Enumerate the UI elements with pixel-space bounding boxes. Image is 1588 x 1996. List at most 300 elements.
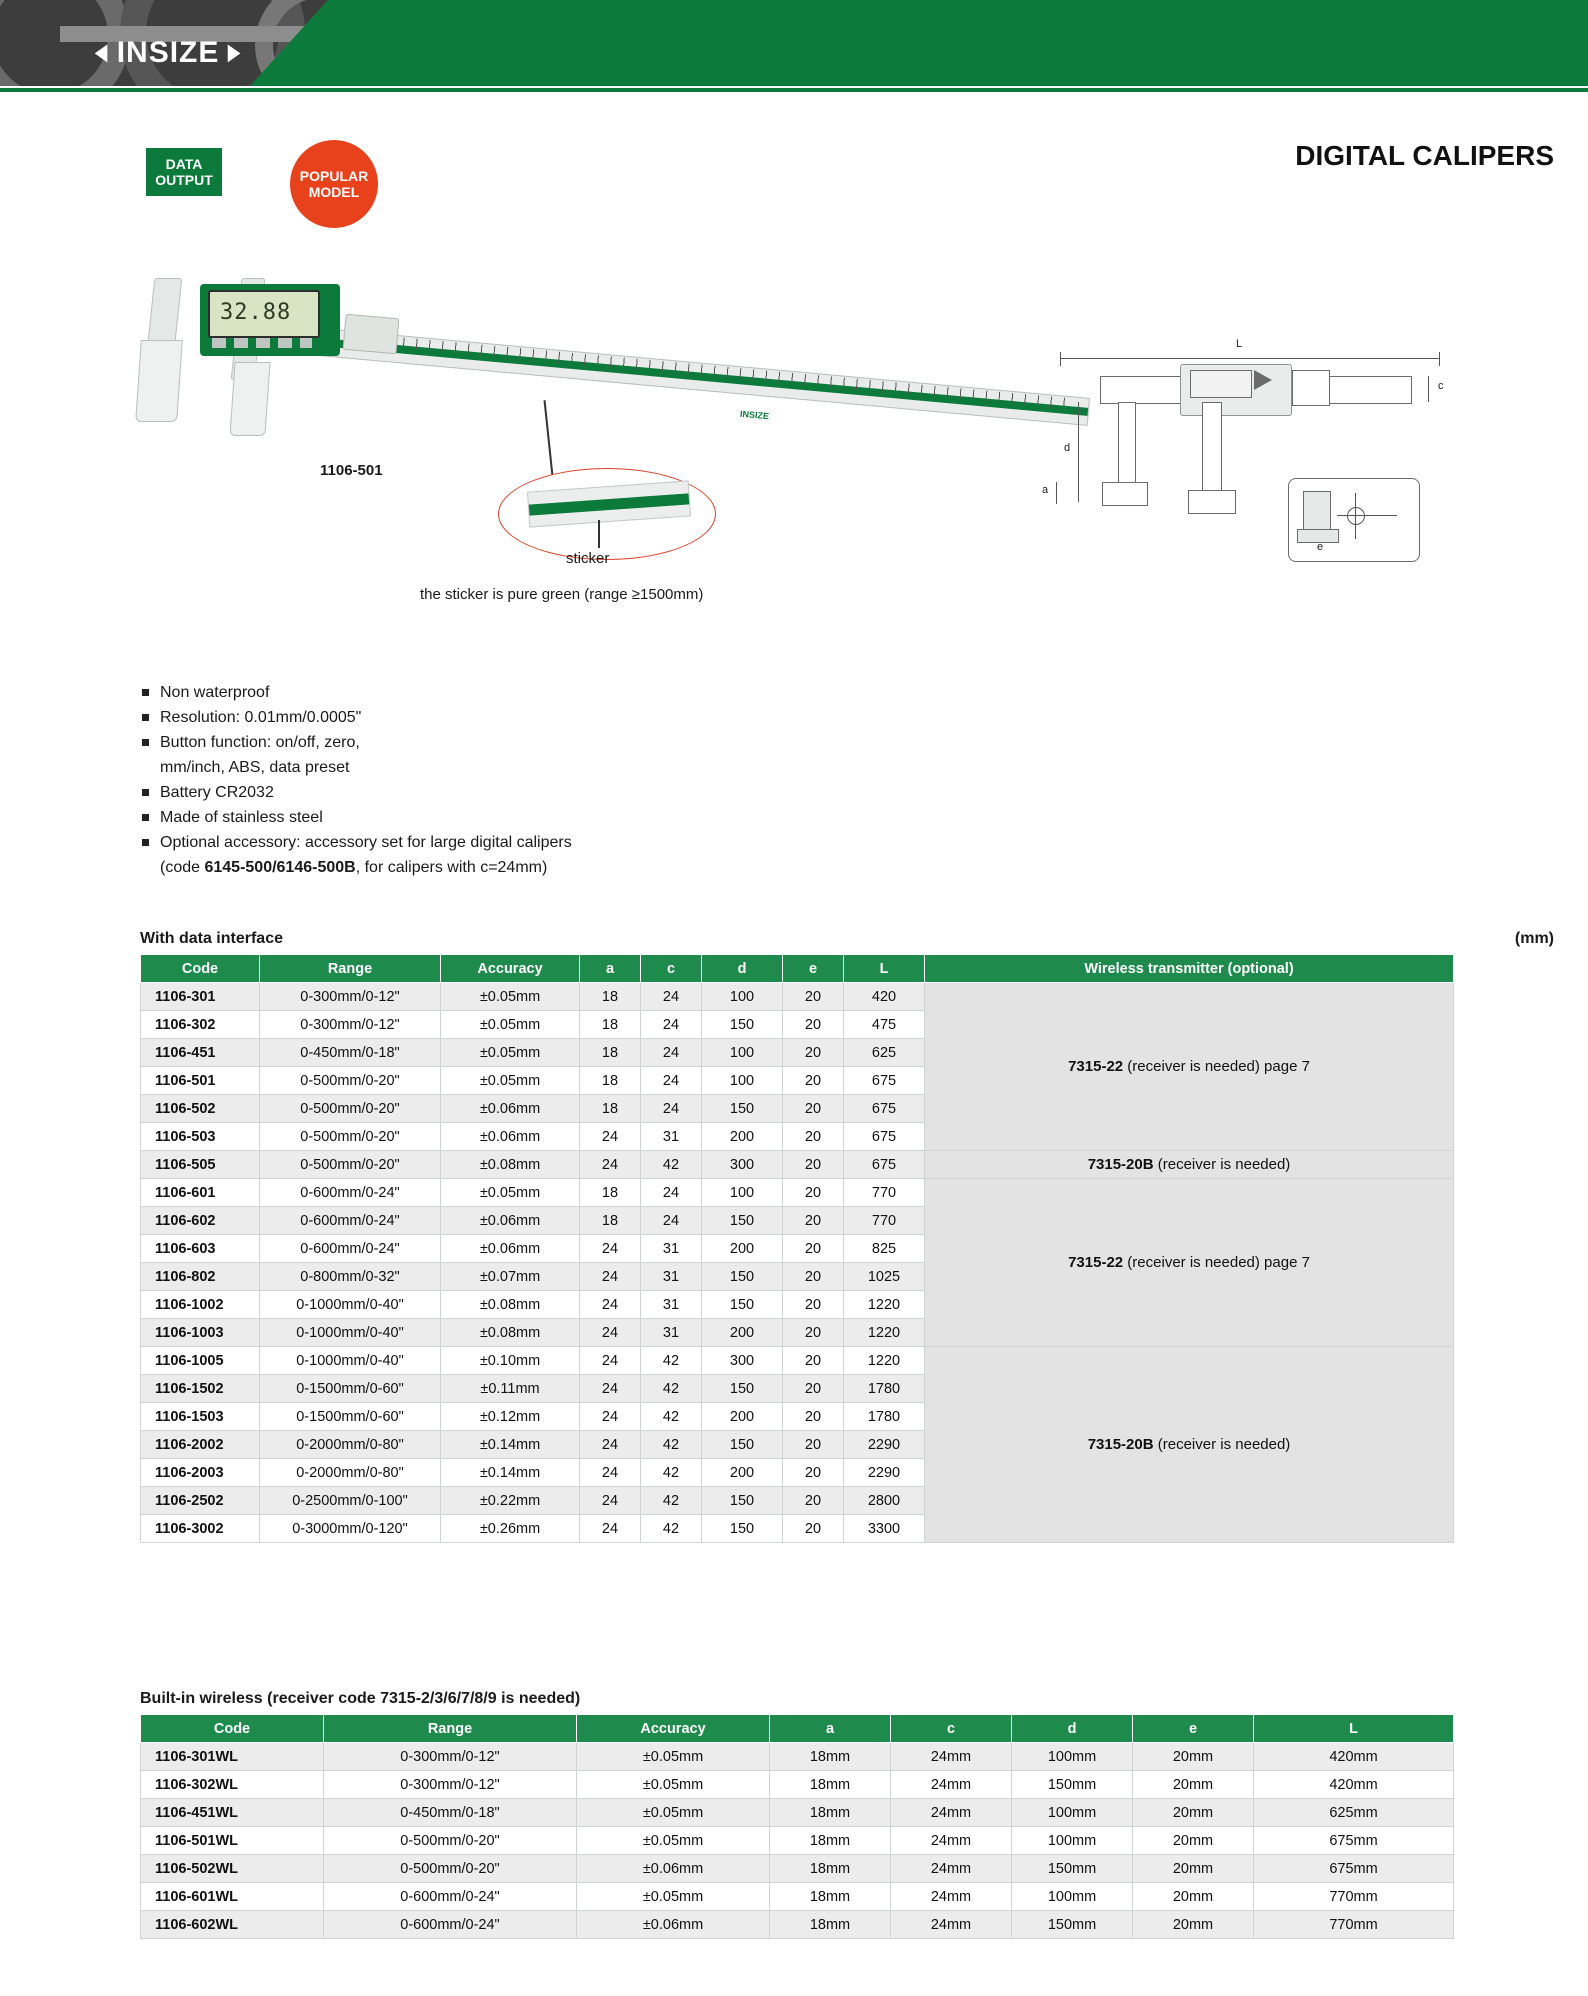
table1-col-l: L <box>844 955 925 983</box>
cell-code: 1106-603 <box>141 1235 260 1263</box>
cell-value: 770 <box>844 1207 925 1235</box>
caliper-lower-jaw-right <box>229 362 270 436</box>
cell-value: ±0.12mm <box>441 1403 580 1431</box>
cell-value: 0-500mm/0-20" <box>260 1095 441 1123</box>
cell-code: 1106-451WL <box>141 1799 324 1827</box>
table2-col-code: Code <box>141 1715 324 1743</box>
sticker-leader-line <box>598 520 600 548</box>
cell-value: 0-1000mm/0-40" <box>260 1347 441 1375</box>
feature-item: Optional accessory: accessory set for large digital calipers <box>140 830 960 855</box>
cell-value: 42 <box>641 1431 702 1459</box>
cell-value: 20mm <box>1133 1799 1254 1827</box>
cell-value: 18mm <box>770 1743 891 1771</box>
badge-popular-line1: POPULAR <box>299 168 369 184</box>
cell-value: 20 <box>783 1431 844 1459</box>
cell-code: 1106-1503 <box>141 1403 260 1431</box>
cell-code: 1106-1502 <box>141 1375 260 1403</box>
cell-value: 24 <box>580 1403 641 1431</box>
cell-code: 1106-1002 <box>141 1291 260 1319</box>
builtin-wireless-table <box>140 1714 1454 1939</box>
feature-subline: mm/inch, ABS, data preset <box>160 759 350 776</box>
cell-value: 0-300mm/0-12" <box>324 1743 577 1771</box>
cell-value: 31 <box>641 1263 702 1291</box>
cell-value: 825 <box>844 1235 925 1263</box>
cell-value: ±0.05mm <box>577 1799 770 1827</box>
cell-value: 150 <box>702 1207 783 1235</box>
dim-arrow-icon <box>1254 370 1272 390</box>
cell-value: 100mm <box>1012 1827 1133 1855</box>
cell-value: 675mm <box>1254 1855 1454 1883</box>
cell-value: 0-600mm/0-24" <box>260 1235 441 1263</box>
cell-value: 200 <box>702 1459 783 1487</box>
cell-value: 770mm <box>1254 1911 1454 1939</box>
cell-value: 20 <box>783 1347 844 1375</box>
cell-value: 150 <box>702 1487 783 1515</box>
cell-value: 0-500mm/0-20" <box>260 1067 441 1095</box>
cell-value: 0-450mm/0-18" <box>260 1039 441 1067</box>
cell-value: 42 <box>641 1459 702 1487</box>
caliper-lower-jaw-left <box>135 340 183 422</box>
header-green-band <box>250 0 1588 86</box>
cell-value: ±0.05mm <box>441 1039 580 1067</box>
feature-item: Non waterproof <box>140 680 960 705</box>
cell-value: ±0.08mm <box>441 1291 580 1319</box>
data-interface-table <box>140 954 1454 1543</box>
cell-wireless-transmitter: 7315-20B (receiver is needed) <box>925 1347 1454 1543</box>
cell-value: 0-500mm/0-20" <box>324 1855 577 1883</box>
cell-code: 1106-2502 <box>141 1487 260 1515</box>
cell-value: 24 <box>580 1375 641 1403</box>
cell-value: ±0.05mm <box>577 1743 770 1771</box>
cell-value: 20 <box>783 1207 844 1235</box>
cell-value: 20 <box>783 1263 844 1291</box>
dim-line-a <box>1056 482 1057 504</box>
cell-value: 0-3000mm/0-120" <box>260 1515 441 1543</box>
cell-value: 100mm <box>1012 1883 1133 1911</box>
cell-value: 0-2500mm/0-100" <box>260 1487 441 1515</box>
cell-code: 1106-302 <box>141 1011 260 1039</box>
cell-value: 20 <box>783 1039 844 1067</box>
cell-value: 0-2000mm/0-80" <box>260 1459 441 1487</box>
cell-value: 20 <box>783 1179 844 1207</box>
dim-label-d: d <box>1064 442 1071 454</box>
cell-value: 18mm <box>770 1911 891 1939</box>
badge-popular-line2: MODEL <box>308 184 360 200</box>
cell-code: 1106-602WL <box>141 1911 324 1939</box>
cell-value: 150mm <box>1012 1911 1133 1939</box>
caliper-beam <box>319 328 1090 426</box>
cell-value: 1780 <box>844 1375 925 1403</box>
cell-value: 18mm <box>770 1883 891 1911</box>
cell-value: 675 <box>844 1151 925 1179</box>
cell-value: 18 <box>580 983 641 1011</box>
cell-value: 20 <box>783 1067 844 1095</box>
cell-value: 24 <box>641 983 702 1011</box>
cell-value: 0-300mm/0-12" <box>260 983 441 1011</box>
cell-value: 100mm <box>1012 1743 1133 1771</box>
cell-value: 0-500mm/0-20" <box>324 1827 577 1855</box>
cell-value: 420mm <box>1254 1743 1454 1771</box>
cell-value: 20mm <box>1133 1883 1254 1911</box>
cell-value: 20mm <box>1133 1743 1254 1771</box>
cell-value: 20 <box>783 1095 844 1123</box>
table2-col-accuracy: Accuracy <box>577 1715 770 1743</box>
cell-value: 42 <box>641 1347 702 1375</box>
cell-value: 20 <box>783 983 844 1011</box>
cell-value: 100 <box>702 1067 783 1095</box>
cell-value: 1220 <box>844 1347 925 1375</box>
table2-title: Built-in wireless (receiver code 7315-2/3/6/7/8/9 is needed) <box>140 1690 581 1707</box>
cell-value: 770 <box>844 1179 925 1207</box>
table2-col-range: Range <box>324 1715 577 1743</box>
logo-text: INSIZE <box>116 36 220 69</box>
dim-label-a: a <box>1042 484 1049 496</box>
cell-value: 24mm <box>891 1771 1012 1799</box>
cell-value: 18mm <box>770 1827 891 1855</box>
cell-value: ±0.06mm <box>441 1123 580 1151</box>
cell-value: ±0.06mm <box>441 1207 580 1235</box>
cell-code: 1106-601 <box>141 1179 260 1207</box>
cell-value: ±0.11mm <box>441 1375 580 1403</box>
cell-wireless-transmitter: 7315-22 (receiver is needed) page 7 <box>925 983 1454 1151</box>
dim-label-c: c <box>1438 380 1444 392</box>
cell-value: 24 <box>641 1179 702 1207</box>
table-row <box>141 1855 1454 1883</box>
table1-col-d: d <box>702 955 783 983</box>
cell-value: 0-800mm/0-32" <box>260 1263 441 1291</box>
cell-value: 42 <box>641 1151 702 1179</box>
cell-code: 1106-505 <box>141 1151 260 1179</box>
cell-value: 200 <box>702 1235 783 1263</box>
cell-value: 18mm <box>770 1799 891 1827</box>
cell-code: 1106-501WL <box>141 1827 324 1855</box>
logo-right-arrow-icon: ► <box>223 36 246 69</box>
table-row <box>141 983 1454 1011</box>
cell-value: 20mm <box>1133 1771 1254 1799</box>
cell-value: 20 <box>783 1011 844 1039</box>
cell-value: 475 <box>844 1011 925 1039</box>
cell-value: 0-1500mm/0-60" <box>260 1375 441 1403</box>
cell-value: 24 <box>580 1347 641 1375</box>
cell-code: 1106-601WL <box>141 1883 324 1911</box>
cell-value: 0-300mm/0-12" <box>260 1011 441 1039</box>
table1-col-wireless-transmitter-optional-: Wireless transmitter (optional) <box>925 955 1454 983</box>
beam-scale-ticks <box>351 333 1069 409</box>
dim-tick-L-left <box>1060 352 1061 366</box>
cell-value: 20 <box>783 1403 844 1431</box>
feature-item: Made of stainless steel <box>140 805 960 830</box>
cell-value: ±0.05mm <box>441 1067 580 1095</box>
cell-value: 1220 <box>844 1291 925 1319</box>
dim-lcd <box>1190 370 1252 398</box>
table2-col-l: L <box>1254 1715 1454 1743</box>
cell-value: 625mm <box>1254 1799 1454 1827</box>
cell-value: ±0.26mm <box>441 1515 580 1543</box>
cell-value: 20 <box>783 1487 844 1515</box>
cell-code: 1106-1005 <box>141 1347 260 1375</box>
cell-value: 18 <box>580 1095 641 1123</box>
cell-value: 1780 <box>844 1403 925 1431</box>
cell-value: 100 <box>702 1179 783 1207</box>
table2-col-c: c <box>891 1715 1012 1743</box>
cell-value: 0-600mm/0-24" <box>324 1911 577 1939</box>
feature-item: Resolution: 0.01mm/0.0005" <box>140 705 960 730</box>
cell-value: 24 <box>580 1487 641 1515</box>
cell-value: 20 <box>783 1515 844 1543</box>
cell-value: 20 <box>783 1459 844 1487</box>
cell-value: 18mm <box>770 1855 891 1883</box>
cell-value: 31 <box>641 1235 702 1263</box>
cell-value: 150mm <box>1012 1855 1133 1883</box>
cell-value: 24 <box>580 1123 641 1151</box>
cell-value: 24 <box>580 1235 641 1263</box>
cell-value: 0-2000mm/0-80" <box>260 1431 441 1459</box>
cell-value: 300 <box>702 1347 783 1375</box>
table1-col-e: e <box>783 955 844 983</box>
cell-value: 150 <box>702 1263 783 1291</box>
table-row <box>141 1911 1454 1939</box>
cell-code: 1106-301WL <box>141 1743 324 1771</box>
cell-value: 42 <box>641 1515 702 1543</box>
cell-value: 150mm <box>1012 1771 1133 1799</box>
cell-value: ±0.05mm <box>577 1883 770 1911</box>
badge-data-output <box>146 148 222 196</box>
cell-value: 300 <box>702 1151 783 1179</box>
cell-value: 18 <box>580 1207 641 1235</box>
cell-value: 2290 <box>844 1459 925 1487</box>
cell-value: ±0.08mm <box>441 1151 580 1179</box>
cell-value: ±0.06mm <box>441 1235 580 1263</box>
cell-value: 20 <box>783 1151 844 1179</box>
cell-value: 0-600mm/0-24" <box>260 1179 441 1207</box>
cell-value: 24 <box>580 1151 641 1179</box>
cell-value: ±0.10mm <box>441 1347 580 1375</box>
table2-col-a: a <box>770 1715 891 1743</box>
table1-title: With data interface <box>140 930 283 947</box>
cell-value: 24mm <box>891 1911 1012 1939</box>
cell-code: 1106-3002 <box>141 1515 260 1543</box>
lcd-value: 32.88 <box>220 300 292 325</box>
cell-code: 1106-501 <box>141 1067 260 1095</box>
cell-value: 0-600mm/0-24" <box>324 1883 577 1911</box>
feature-item: Button function: on/off, zero, <box>140 730 960 755</box>
cell-value: 20 <box>783 1291 844 1319</box>
cell-value: 18mm <box>770 1771 891 1799</box>
inset-crosshair-h <box>1337 515 1397 516</box>
cell-value: 150 <box>702 1291 783 1319</box>
cell-value: 24 <box>580 1291 641 1319</box>
badge-popular-model <box>290 140 378 228</box>
cell-value: 420 <box>844 983 925 1011</box>
inset-jaw-shape <box>1303 491 1331 531</box>
page-title: DIGITAL CALIPERS <box>1295 140 1554 171</box>
cell-value: 150 <box>702 1095 783 1123</box>
dim-tick-L-right <box>1439 352 1440 366</box>
dim-label-e: e <box>1317 541 1324 553</box>
cell-value: 100 <box>702 983 783 1011</box>
table2-col-e: e <box>1133 1715 1254 1743</box>
cell-value: ±0.05mm <box>441 1011 580 1039</box>
inset-circle <box>1347 507 1365 525</box>
cell-value: 150 <box>702 1375 783 1403</box>
cell-value: 24mm <box>891 1799 1012 1827</box>
cell-value: ±0.14mm <box>441 1459 580 1487</box>
cell-value: 31 <box>641 1291 702 1319</box>
cell-wireless-transmitter: 7315-22 (receiver is needed) page 7 <box>925 1179 1454 1347</box>
dim-thumb-wheel <box>1292 370 1330 406</box>
cell-code: 1106-602 <box>141 1207 260 1235</box>
header-rule <box>0 88 1588 92</box>
features-list <box>140 680 960 880</box>
cell-value: 0-1000mm/0-40" <box>260 1319 441 1347</box>
dim-line-d <box>1078 402 1079 502</box>
cell-value: 150 <box>702 1515 783 1543</box>
table-row <box>141 1347 1454 1375</box>
logo-left-arrow-icon: ◄ <box>90 36 113 69</box>
insize-logo <box>86 36 250 70</box>
cell-code: 1106-502 <box>141 1095 260 1123</box>
cell-value: ±0.07mm <box>441 1263 580 1291</box>
cell-value: ±0.06mm <box>441 1095 580 1123</box>
cell-value: 770mm <box>1254 1883 1454 1911</box>
cell-value: 675 <box>844 1123 925 1151</box>
table-row <box>141 1151 1454 1179</box>
table-row <box>141 1827 1454 1855</box>
badge-data-output-line1: DATA <box>165 156 203 172</box>
cell-code: 1106-451 <box>141 1039 260 1067</box>
cell-value: 24 <box>580 1515 641 1543</box>
cell-value: 20mm <box>1133 1855 1254 1883</box>
product-code-label: 1106-501 <box>320 462 383 479</box>
sticker-green-stripe <box>529 493 689 515</box>
cell-value: 200 <box>702 1319 783 1347</box>
cell-value: 18 <box>580 1067 641 1095</box>
cell-value: 24 <box>580 1431 641 1459</box>
cell-value: 24 <box>580 1263 641 1291</box>
cell-value: 1220 <box>844 1319 925 1347</box>
cell-value: 0-450mm/0-18" <box>324 1799 577 1827</box>
cell-code: 1106-1003 <box>141 1319 260 1347</box>
cell-value: 420mm <box>1254 1771 1454 1799</box>
cell-value: 100mm <box>1012 1799 1133 1827</box>
lcd-screen <box>208 290 320 338</box>
cell-code: 1106-503 <box>141 1123 260 1151</box>
cell-value: ±0.22mm <box>441 1487 580 1515</box>
cell-value: 24 <box>580 1459 641 1487</box>
cell-wireless-transmitter: 7315-20B (receiver is needed) <box>925 1151 1454 1179</box>
table1-unit-note: (mm) <box>1514 930 1554 947</box>
beam-brand-mark: INSIZE <box>739 408 770 422</box>
dim-line-L <box>1060 358 1440 359</box>
cell-value: 0-300mm/0-12" <box>324 1771 577 1799</box>
cell-value: 24 <box>641 1011 702 1039</box>
cell-value: 42 <box>641 1403 702 1431</box>
cell-value: 20 <box>783 1375 844 1403</box>
cell-value: 31 <box>641 1123 702 1151</box>
cell-code: 1106-2002 <box>141 1431 260 1459</box>
cell-value: 24 <box>641 1067 702 1095</box>
cell-value: 3300 <box>844 1515 925 1543</box>
cell-value: 20mm <box>1133 1911 1254 1939</box>
table-row <box>141 1179 1454 1207</box>
cell-value: 2800 <box>844 1487 925 1515</box>
cell-value: 31 <box>641 1319 702 1347</box>
cell-value: ±0.06mm <box>577 1911 770 1939</box>
cell-value: 24mm <box>891 1743 1012 1771</box>
cell-code: 1106-302WL <box>141 1771 324 1799</box>
cell-value: 18 <box>580 1011 641 1039</box>
cell-value: 20mm <box>1133 1827 1254 1855</box>
page-header <box>0 0 1588 92</box>
dimension-inset-view <box>1288 478 1420 562</box>
sticker-note: the sticker is pure green (range ≥1500mm) <box>420 586 704 603</box>
cell-value: 24mm <box>891 1883 1012 1911</box>
cell-value: 24mm <box>891 1855 1012 1883</box>
cell-value: 20 <box>783 1319 844 1347</box>
feature-item: Battery CR2032 <box>140 780 960 805</box>
dim-line-c <box>1428 376 1429 402</box>
badge-data-output-line2: OUTPUT <box>155 172 213 188</box>
table-row <box>141 1771 1454 1799</box>
table1-header-row <box>141 955 1454 983</box>
cell-value: ±0.05mm <box>441 1179 580 1207</box>
caliper-button-row <box>212 338 312 348</box>
cell-value: 42 <box>641 1487 702 1515</box>
sticker-label: sticker <box>566 550 610 567</box>
cell-value: 0-600mm/0-24" <box>260 1207 441 1235</box>
cell-value: 0-500mm/0-20" <box>260 1123 441 1151</box>
cell-value: 675mm <box>1254 1827 1454 1855</box>
cell-value: 675 <box>844 1067 925 1095</box>
table-row <box>141 1883 1454 1911</box>
dim-jaw-left-foot <box>1102 482 1148 506</box>
table-row <box>141 1799 1454 1827</box>
cell-value: 42 <box>641 1375 702 1403</box>
cell-value: 24mm <box>891 1827 1012 1855</box>
dim-label-L: L <box>1236 338 1243 350</box>
cell-value: 200 <box>702 1403 783 1431</box>
cell-code: 1106-802 <box>141 1263 260 1291</box>
feature-subline: (code 6145-500/6146-500B, for calipers with c=24mm) <box>160 859 548 876</box>
cell-value: 24 <box>641 1095 702 1123</box>
cell-value: 675 <box>844 1095 925 1123</box>
cell-value: 100 <box>702 1039 783 1067</box>
cell-value: ±0.14mm <box>441 1431 580 1459</box>
cell-value: 24 <box>580 1319 641 1347</box>
table-row <box>141 1743 1454 1771</box>
cell-value: 24 <box>641 1039 702 1067</box>
table1-col-accuracy: Accuracy <box>441 955 580 983</box>
cell-value: ±0.05mm <box>441 983 580 1011</box>
cell-value: 20 <box>783 1235 844 1263</box>
caliper-slider-block <box>343 314 400 355</box>
cell-value: 0-1000mm/0-40" <box>260 1291 441 1319</box>
cell-code: 1106-502WL <box>141 1855 324 1883</box>
cell-value: 150 <box>702 1431 783 1459</box>
table1-col-range: Range <box>260 955 441 983</box>
table2-col-d: d <box>1012 1715 1133 1743</box>
cell-value: 200 <box>702 1123 783 1151</box>
cell-value: ±0.08mm <box>441 1319 580 1347</box>
table1-col-code: Code <box>141 955 260 983</box>
dim-jaw-right-foot <box>1188 490 1236 514</box>
product-illustration <box>120 270 1000 470</box>
cell-value: ±0.05mm <box>577 1771 770 1799</box>
table2-header-row <box>141 1715 1454 1743</box>
table1-col-c: c <box>641 955 702 983</box>
cell-value: 18 <box>580 1179 641 1207</box>
cell-value: 1025 <box>844 1263 925 1291</box>
